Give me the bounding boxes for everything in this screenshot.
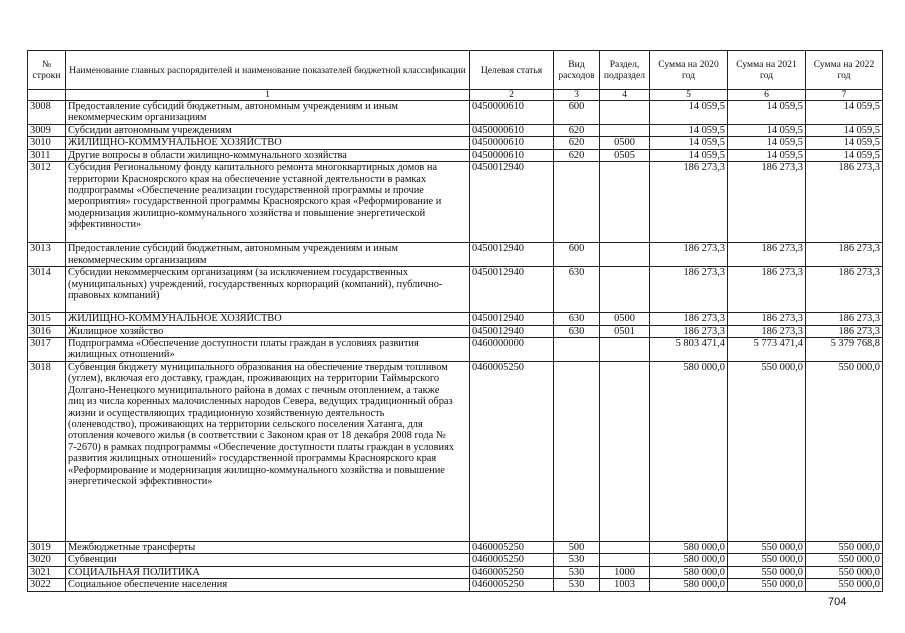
row-sum-2020: 580 000,0 <box>650 566 728 578</box>
table-row <box>28 325 883 337</box>
row-sum-2020: 580 000,0 <box>650 579 728 591</box>
row-target-article: 0450012940 <box>470 243 554 267</box>
row-sum-2021: 186 273,3 <box>728 325 806 337</box>
row-section <box>600 267 650 313</box>
table-row <box>28 338 883 362</box>
row-expense-type <box>554 338 600 362</box>
row-expense-type <box>554 162 600 243</box>
row-number: 3012 <box>28 162 66 243</box>
row-name: Жилищное хозяйство <box>66 325 470 337</box>
row-sum-2021: 550 000,0 <box>728 362 806 542</box>
column-number: 7 <box>806 90 883 101</box>
row-sum-2021: 186 273,3 <box>728 243 806 267</box>
row-section <box>600 554 650 566</box>
row-sum-2021: 14 059,5 <box>728 137 806 149</box>
page-number: 704 <box>828 596 847 608</box>
table-row <box>28 243 883 267</box>
row-target-article: 0450000610 <box>470 137 554 149</box>
table-row <box>28 313 883 325</box>
row-sum-2022: 550 000,0 <box>806 362 883 542</box>
row-sum-2022: 14 059,5 <box>806 101 883 125</box>
row-sum-2020: 186 273,3 <box>650 243 728 267</box>
header-sum-2021: Сумма на 2021 год <box>728 51 806 90</box>
row-number: 3008 <box>28 101 66 125</box>
row-number: 3011 <box>28 149 66 161</box>
header-expense-type: Вид расходов <box>554 51 600 90</box>
row-number: 3020 <box>28 554 66 566</box>
header-name: Наименование главных распорядителей и наименование показателей бюджетной классификации <box>66 51 470 90</box>
table-row <box>28 362 883 542</box>
column-number: 5 <box>650 90 728 101</box>
row-target-article: 0460005250 <box>470 579 554 591</box>
row-target-article: 0460005250 <box>470 362 554 542</box>
header-target-article: Целевая статья <box>470 51 554 90</box>
row-section <box>600 338 650 362</box>
row-sum-2022: 14 059,5 <box>806 137 883 149</box>
row-name: Субсидии некоммерческим организациям (за исключением государственных (муниципальных) учреждений, государственных корпораций (компаний), публично- правовых компаний) <box>66 267 470 313</box>
row-sum-2020: 186 273,3 <box>650 267 728 313</box>
row-section: 1000 <box>600 566 650 578</box>
row-sum-2020: 14 059,5 <box>650 101 728 125</box>
row-expense-type: 630 <box>554 313 600 325</box>
row-sum-2022: 550 000,0 <box>806 579 883 591</box>
row-target-article: 0450012940 <box>470 325 554 337</box>
row-number: 3022 <box>28 579 66 591</box>
row-target-article: 0460005250 <box>470 554 554 566</box>
row-sum-2022: 5 379 768,8 <box>806 338 883 362</box>
header-row <box>28 51 883 90</box>
row-name: Другие вопросы в области жилищно-коммунального хозяйства <box>66 149 470 161</box>
row-number: 3009 <box>28 125 66 137</box>
header-sum-2022: Сумма на 2022 год <box>806 51 883 90</box>
row-name: Субвенции <box>66 554 470 566</box>
row-name: Межбюджетные трансферты <box>66 542 470 554</box>
table-row <box>28 579 883 591</box>
row-sum-2021: 14 059,5 <box>728 101 806 125</box>
row-expense-type: 600 <box>554 243 600 267</box>
row-sum-2020: 14 059,5 <box>650 125 728 137</box>
table-row <box>28 542 883 554</box>
header-section: Раздел, подраздел <box>600 51 650 90</box>
row-expense-type <box>554 362 600 542</box>
row-sum-2021: 5 773 471,4 <box>728 338 806 362</box>
row-target-article: 0450012940 <box>470 313 554 325</box>
table-row <box>28 554 883 566</box>
row-target-article: 0450000610 <box>470 149 554 161</box>
column-number: 3 <box>554 90 600 101</box>
row-target-article: 0450000610 <box>470 125 554 137</box>
row-sum-2020: 580 000,0 <box>650 362 728 542</box>
row-expense-type: 630 <box>554 267 600 313</box>
row-section: 0505 <box>600 149 650 161</box>
column-number: 1 <box>66 90 470 101</box>
row-expense-type: 530 <box>554 566 600 578</box>
row-sum-2021: 186 273,3 <box>728 162 806 243</box>
row-sum-2020: 580 000,0 <box>650 554 728 566</box>
row-target-article: 0460000000 <box>470 338 554 362</box>
row-sum-2021: 14 059,5 <box>728 149 806 161</box>
row-sum-2021: 550 000,0 <box>728 542 806 554</box>
row-sum-2022: 550 000,0 <box>806 554 883 566</box>
row-expense-type: 620 <box>554 149 600 161</box>
row-expense-type: 530 <box>554 554 600 566</box>
row-sum-2022: 14 059,5 <box>806 125 883 137</box>
row-expense-type: 620 <box>554 137 600 149</box>
table-row <box>28 149 883 161</box>
row-expense-type: 630 <box>554 325 600 337</box>
row-sum-2020: 5 803 471,4 <box>650 338 728 362</box>
row-sum-2021: 186 273,3 <box>728 267 806 313</box>
row-expense-type: 620 <box>554 125 600 137</box>
table-row <box>28 125 883 137</box>
row-sum-2020: 186 273,3 <box>650 313 728 325</box>
row-sum-2022: 550 000,0 <box>806 542 883 554</box>
row-target-article: 0460005250 <box>470 566 554 578</box>
row-section <box>600 542 650 554</box>
row-name: Социальное обеспечение населения <box>66 579 470 591</box>
row-section <box>600 101 650 125</box>
row-sum-2021: 14 059,5 <box>728 125 806 137</box>
table-row <box>28 267 883 313</box>
row-name: ЖИЛИЩНО-КОММУНАЛЬНОЕ ХОЗЯЙСТВО <box>66 137 470 149</box>
row-sum-2021: 550 000,0 <box>728 566 806 578</box>
row-sum-2022: 14 059,5 <box>806 149 883 161</box>
row-section <box>600 125 650 137</box>
row-number: 3014 <box>28 267 66 313</box>
budget-table-page <box>27 50 883 592</box>
row-sum-2022: 186 273,3 <box>806 162 883 243</box>
header-sum-2020: Сумма на 2020 год <box>650 51 728 90</box>
row-number: 3010 <box>28 137 66 149</box>
row-sum-2021: 550 000,0 <box>728 579 806 591</box>
row-sum-2021: 550 000,0 <box>728 554 806 566</box>
row-sum-2022: 186 273,3 <box>806 243 883 267</box>
row-section: 0500 <box>600 313 650 325</box>
row-sum-2021: 186 273,3 <box>728 313 806 325</box>
column-number: 2 <box>470 90 554 101</box>
row-section <box>600 243 650 267</box>
row-number: 3018 <box>28 362 66 542</box>
row-name: Субсидии автономным учреждениям <box>66 125 470 137</box>
row-expense-type: 530 <box>554 579 600 591</box>
row-number: 3017 <box>28 338 66 362</box>
header-row-number: № строки <box>28 51 66 90</box>
row-name: Субвенция бюджету муниципального образования на обеспечение твердым топливом (углем), включая его доставку, граждан, проживающих на территории Таймырского Долгано-Ненецкого муниципального района в домах с печным отоплением, а также лиц из числа коренных малочисленных народов Севера, ведущих традиционный образ жизни и осуществляющих традиционную хозяйственную деятельность (оленеводство), проживающих на территории сельского поселения Хатанга, для отопления кочевого жилья (в соответствии с Законом края от 18 декабря 2008 года № 7-2670) в рамках подпрограммы «Обеспечение доступности платы граждан в условиях развития жилищных отношений» государственной программы Красноярского края «Реформирование и модернизация жилищно-коммунального хозяйства и повышение энергетической эффективности» <box>66 362 470 542</box>
column-number <box>28 90 66 101</box>
row-sum-2020: 186 273,3 <box>650 162 728 243</box>
row-section: 1003 <box>600 579 650 591</box>
row-sum-2020: 186 273,3 <box>650 325 728 337</box>
row-expense-type: 600 <box>554 101 600 125</box>
row-expense-type: 500 <box>554 542 600 554</box>
row-target-article: 0450012940 <box>470 162 554 243</box>
table-row <box>28 566 883 578</box>
row-section: 0500 <box>600 137 650 149</box>
budget-table <box>27 50 883 592</box>
row-sum-2022: 186 273,3 <box>806 267 883 313</box>
row-sum-2020: 580 000,0 <box>650 542 728 554</box>
row-number: 3015 <box>28 313 66 325</box>
row-name: Субсидия Региональному фонду капитального ремонта многоквартирных домов на территории Красноярского края на обеспечение уставной деятельности в рамках подпрограммы «Обеспечение реализации государственной программы и прочие мероприятия» государственной программы Красноярского края «Реформирование и модернизация жилищно-коммунального хозяйства и повышение энергетической эффективности» <box>66 162 470 243</box>
table-row <box>28 162 883 243</box>
row-number: 3013 <box>28 243 66 267</box>
row-name: Предоставление субсидий бюджетным, автономным учреждениям и иным некоммерческим организациям <box>66 243 470 267</box>
row-sum-2020: 14 059,5 <box>650 137 728 149</box>
table-row <box>28 137 883 149</box>
row-section <box>600 362 650 542</box>
column-number: 4 <box>600 90 650 101</box>
row-target-article: 0450012940 <box>470 267 554 313</box>
row-sum-2022: 186 273,3 <box>806 325 883 337</box>
row-target-article: 0450000610 <box>470 101 554 125</box>
table-row <box>28 101 883 125</box>
row-number: 3019 <box>28 542 66 554</box>
row-number: 3016 <box>28 325 66 337</box>
row-sum-2022: 550 000,0 <box>806 566 883 578</box>
row-name: ЖИЛИЩНО-КОММУНАЛЬНОЕ ХОЗЯЙСТВО <box>66 313 470 325</box>
row-number: 3021 <box>28 566 66 578</box>
column-numbers-row <box>28 90 883 101</box>
column-number: 6 <box>728 90 806 101</box>
row-name: СОЦИАЛЬНАЯ ПОЛИТИКА <box>66 566 470 578</box>
row-target-article: 0460005250 <box>470 542 554 554</box>
row-name: Предоставление субсидий бюджетным, автономным учреждениям и иным некоммерческим организациям <box>66 101 470 125</box>
row-name: Подпрограмма «Обеспечение доступности платы граждан в условиях развития жилищных отношений» <box>66 338 470 362</box>
row-section <box>600 162 650 243</box>
row-sum-2020: 14 059,5 <box>650 149 728 161</box>
row-section: 0501 <box>600 325 650 337</box>
row-sum-2022: 186 273,3 <box>806 313 883 325</box>
